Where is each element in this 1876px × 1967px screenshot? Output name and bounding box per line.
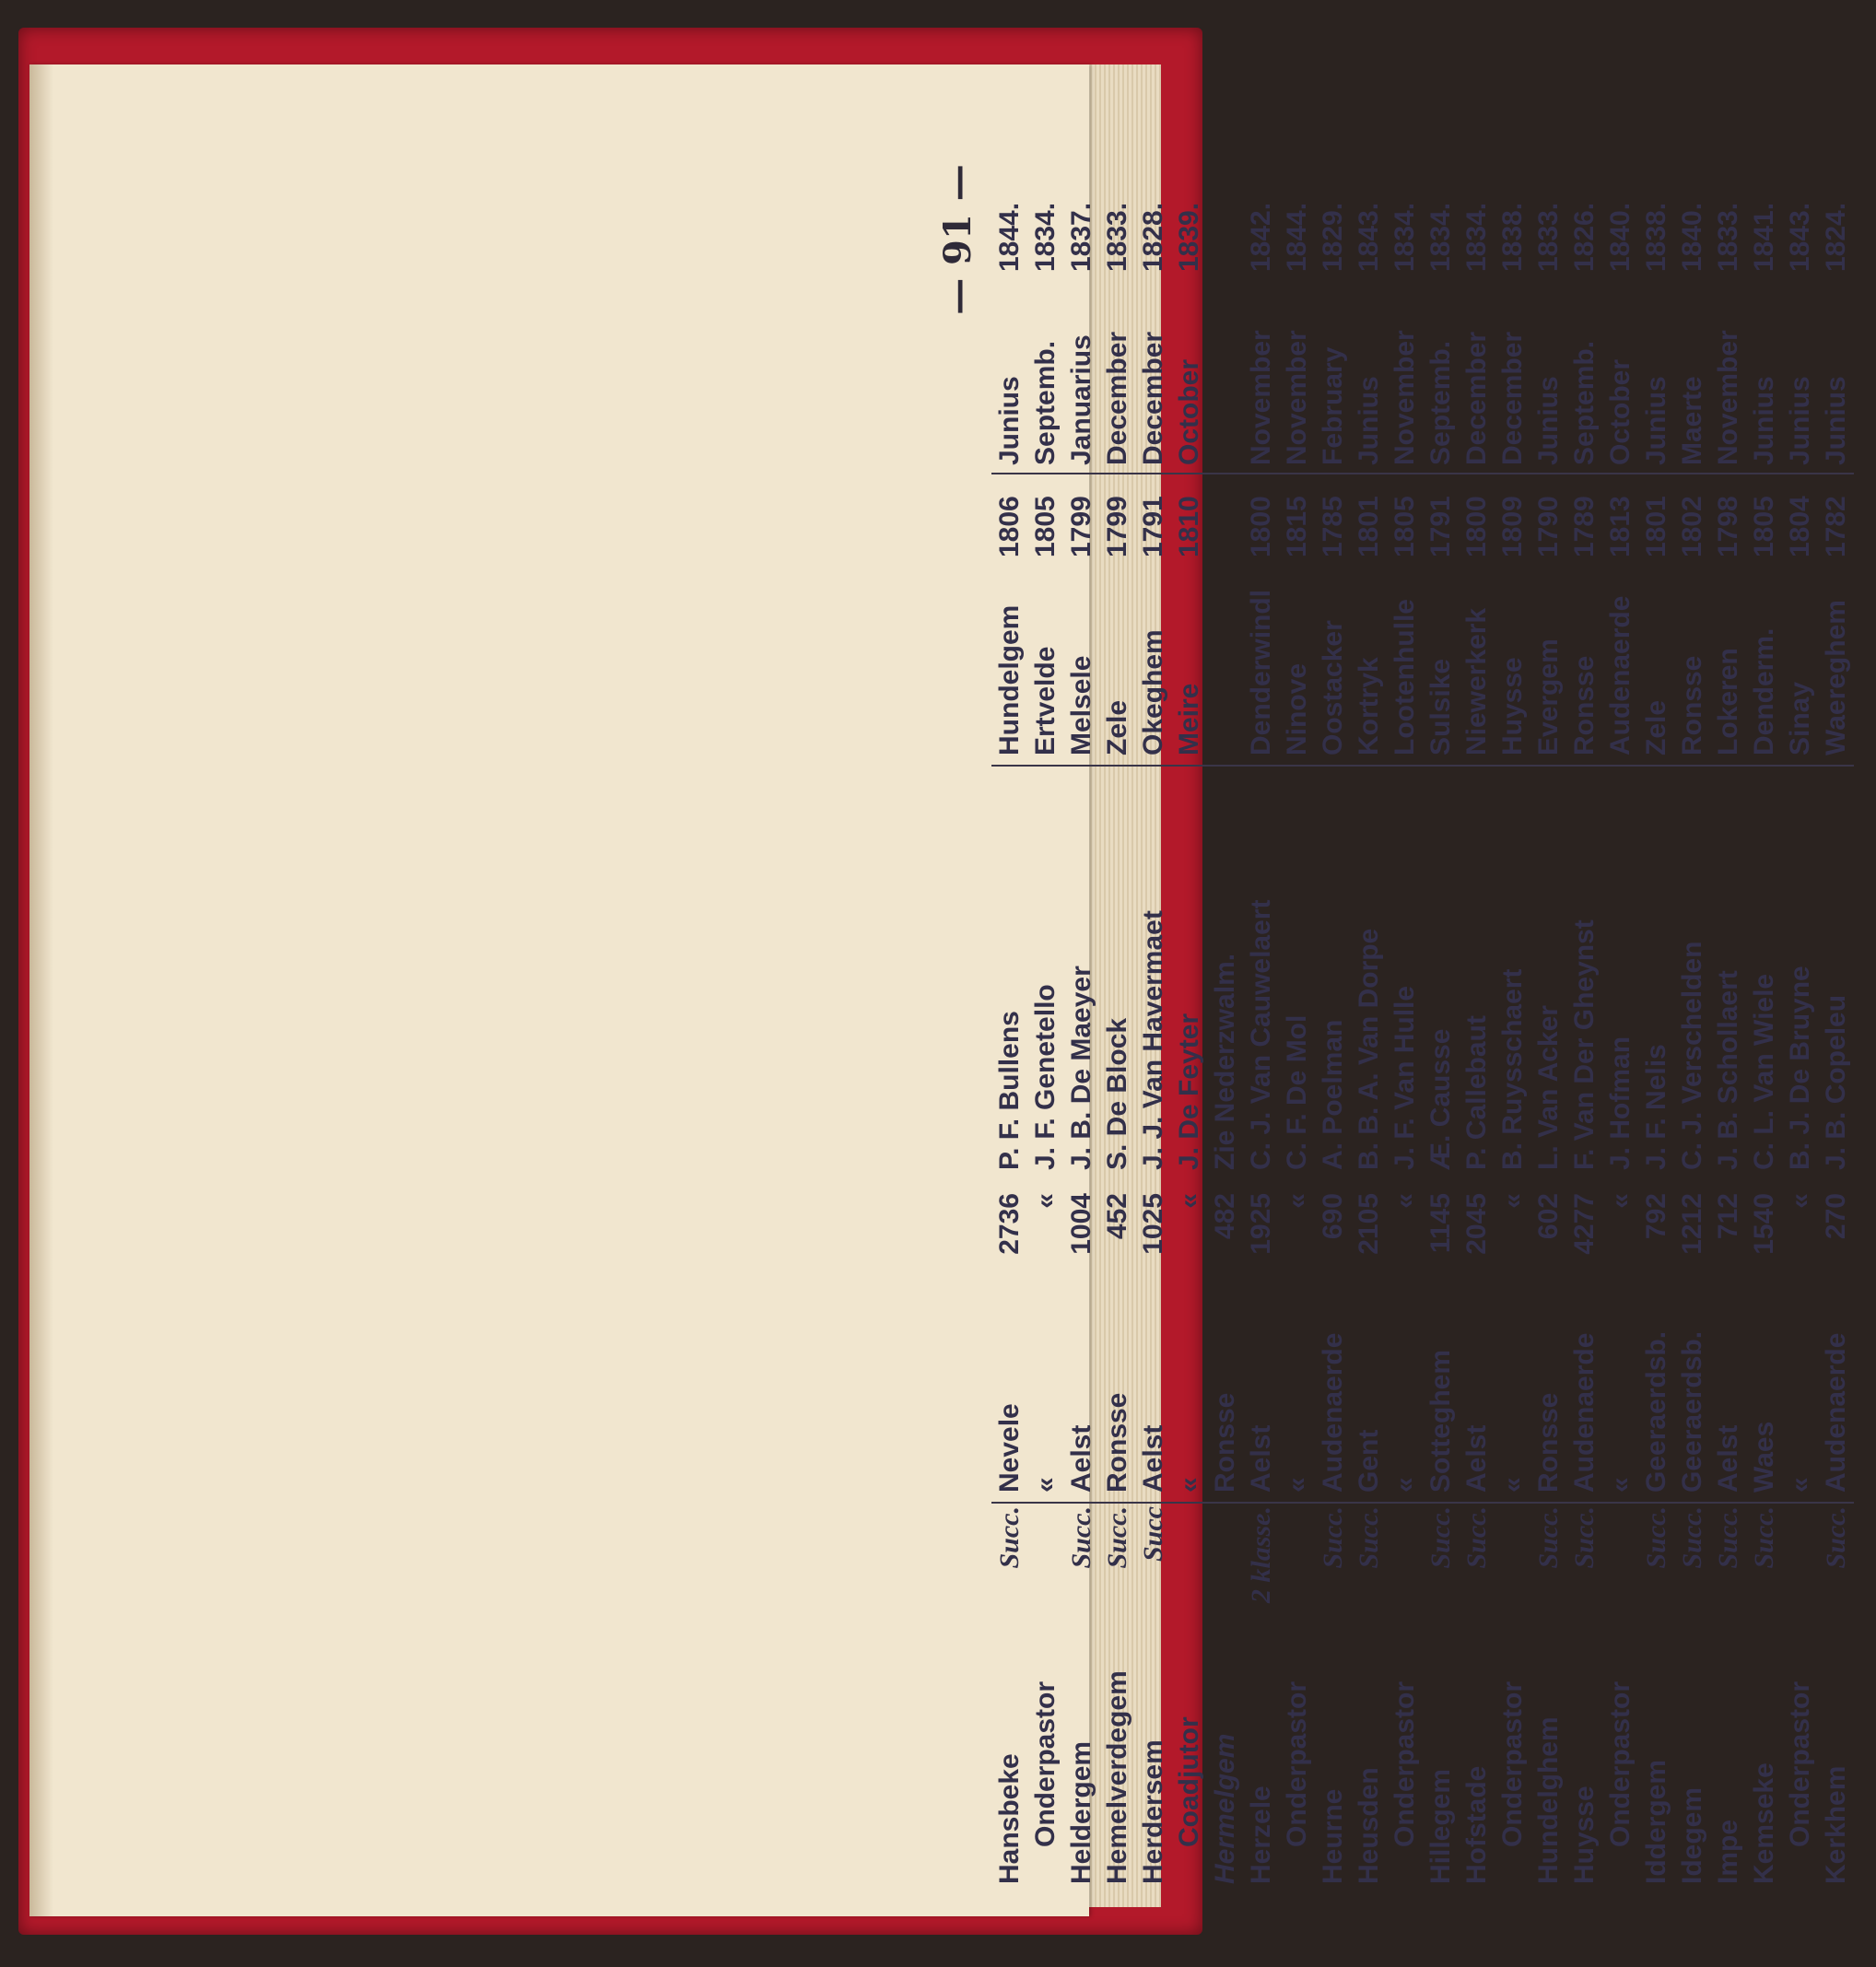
cell-month: December (1497, 331, 1528, 465)
cell-pastor: J. B. Schollaert (1713, 970, 1743, 1170)
cell-pop: 602 (1533, 1193, 1564, 1240)
cell-birth-year: 1789 (1569, 496, 1600, 557)
cell-place: Impe (1713, 1819, 1743, 1884)
cell-city: Audenaerde (1569, 1332, 1600, 1493)
table-row (1710, 161, 1746, 1884)
cell-pastor: C. J. Van Cauwelaert (1246, 899, 1276, 1170)
cell-birth-year: 1800 (1461, 496, 1492, 557)
cell-year: 1837. (1066, 202, 1096, 272)
cell-pastor: A. Poelman (1318, 1019, 1348, 1170)
cell-pastor: B. Ruysschaert (1497, 968, 1528, 1170)
table-row (1243, 161, 1279, 1884)
cell-birthplace: Zele (1102, 699, 1132, 755)
cell-pop: « (1174, 1193, 1204, 1209)
cell-month: Junius (1749, 376, 1779, 465)
table-row (1207, 161, 1243, 1884)
cell-pop: « (1605, 1193, 1636, 1209)
cell-birthplace: Huysse (1497, 657, 1528, 755)
cell-place: Hansbeke (994, 1753, 1025, 1884)
cell-month: Junius (1821, 376, 1851, 465)
cell-rank: 2 klasse. (1246, 1506, 1276, 1603)
table-row (1638, 161, 1674, 1884)
cell-birthplace: Denderm. (1749, 627, 1779, 755)
cell-birth-year: 1804 (1785, 496, 1815, 557)
cell-birthplace: Lootenhulle (1389, 599, 1420, 755)
cell-place: Herzele (1246, 1786, 1276, 1884)
cell-city: Ronsse (1210, 1392, 1240, 1493)
cell-birthplace: Melsele (1066, 655, 1096, 755)
cell-birthplace: Kortryk (1354, 657, 1384, 755)
cell-pastor: J. F. Van Hulle (1389, 985, 1420, 1170)
cell-birth-year: 1805 (1389, 496, 1420, 557)
cell-city: Aelst (1246, 1424, 1276, 1493)
table-row (1782, 161, 1818, 1884)
table-row (1566, 161, 1602, 1884)
cell-pop: « (1389, 1193, 1420, 1209)
cell-birth-year: 1806 (994, 496, 1025, 557)
cell-year: 1833. (1533, 202, 1564, 272)
table-row (1027, 161, 1063, 1884)
cell-pop: « (1282, 1193, 1312, 1209)
cell-birth-year: 1809 (1497, 496, 1528, 557)
cell-place: Iddergem (1641, 1759, 1671, 1884)
cell-month: November (1246, 330, 1276, 465)
cell-month: February (1318, 346, 1348, 465)
cell-rank: Succ. (1821, 1506, 1851, 1569)
table-row (1099, 161, 1135, 1884)
cell-rank: Succ. (1677, 1506, 1707, 1569)
cell-pop: « (1497, 1193, 1528, 1209)
cell-pastor: J. F. Nelis (1641, 1044, 1671, 1170)
cell-month: Septemb. (1030, 340, 1061, 465)
cell-pop: 1145 (1425, 1193, 1456, 1254)
cell-month: December (1138, 331, 1168, 465)
cell-place: Kemseke (1749, 1762, 1779, 1884)
cell-pastor: J. Hofman (1605, 1036, 1636, 1170)
cell-birth-year: 1791 (1425, 496, 1456, 557)
table-row (1530, 161, 1566, 1884)
table-row (1351, 161, 1387, 1884)
cell-month: Junius (1785, 376, 1815, 465)
cell-month: October (1605, 358, 1636, 465)
cell-pop: 1925 (1246, 1193, 1276, 1255)
cell-city: Geeraerdsb. (1641, 1330, 1671, 1493)
cell-birthplace: Okeghem (1138, 629, 1168, 755)
cell-rank: Succ. (1713, 1506, 1743, 1569)
cell-month: Junius (994, 376, 1025, 465)
cell-year: 1833. (1713, 202, 1743, 272)
cell-birth-year: 1785 (1318, 496, 1348, 557)
cell-city: « (1030, 1477, 1061, 1493)
cell-pop: 1540 (1749, 1193, 1779, 1255)
cell-birth-year: 1813 (1605, 496, 1636, 557)
cell-pop: 2045 (1461, 1193, 1492, 1255)
cell-pop: 270 (1821, 1193, 1851, 1240)
page-gutter (29, 64, 53, 1916)
cell-birthplace: Oostacker (1318, 620, 1348, 755)
cell-place: Onderpastor (1785, 1680, 1815, 1847)
cell-pop: 4277 (1569, 1193, 1600, 1255)
cell-pastor: J. F. Genetello (1030, 984, 1061, 1170)
cell-month: Septemb. (1569, 340, 1600, 465)
cell-city: Sotteghem (1425, 1349, 1456, 1493)
cell-year: 1840. (1605, 202, 1636, 272)
cell-city: « (1389, 1477, 1420, 1493)
table-row (1746, 161, 1782, 1884)
cell-birth-year: 1799 (1102, 496, 1132, 557)
book-page (29, 64, 1089, 1916)
cell-city: Geeraerdsb. (1677, 1330, 1707, 1493)
cell-month: Junius (1641, 376, 1671, 465)
cell-city: Ronsse (1102, 1392, 1132, 1493)
cell-pastor: L. Van Acker (1533, 1005, 1564, 1170)
cell-city: Ronsse (1533, 1392, 1564, 1493)
cell-place: Onderpastor (1605, 1680, 1636, 1847)
cell-rank: Succ. (1318, 1506, 1348, 1569)
cell-birthplace: Ninove (1282, 662, 1312, 755)
cell-pop: « (1785, 1193, 1815, 1209)
page-number: — 91 — (936, 164, 979, 315)
cell-pastor: J. B. Copeleu (1821, 994, 1851, 1170)
cell-place: Herdersem (1138, 1739, 1168, 1884)
cell-pastor: C. J. Verschelden (1677, 941, 1707, 1170)
cell-year: 1838. (1497, 202, 1528, 272)
cell-year: 1838. (1641, 202, 1671, 272)
cell-place: Hofstade (1461, 1765, 1492, 1884)
cell-pop: 690 (1318, 1193, 1348, 1240)
cell-year: 1829. (1318, 202, 1348, 272)
table-row (1063, 161, 1099, 1884)
cell-birth-year: 1802 (1677, 496, 1707, 557)
cell-place: Coadjutor (1174, 1716, 1204, 1847)
table-row (1495, 161, 1530, 1884)
cell-city: « (1174, 1477, 1204, 1493)
cell-month: November (1713, 330, 1743, 465)
cell-rank: Succ. (1641, 1506, 1671, 1569)
cell-birth-year: 1815 (1282, 496, 1312, 557)
table-row (1315, 161, 1351, 1884)
cell-year: 1826. (1569, 202, 1600, 272)
cell-pastor: C. L. Van Wiele (1749, 973, 1779, 1170)
cell-pastor: B. J. De Bruyne (1785, 966, 1815, 1170)
cell-city: Audenaerde (1821, 1332, 1851, 1493)
cell-year: 1834. (1425, 202, 1456, 272)
column-divider (991, 1502, 1854, 1504)
cell-place: Onderpastor (1497, 1680, 1528, 1847)
cell-pop: 1025 (1138, 1193, 1168, 1255)
cell-month: November (1389, 330, 1420, 465)
cell-month: Junius (1354, 376, 1384, 465)
cell-pastor: J. De Feyter (1174, 1013, 1204, 1170)
cell-pop: 482 (1210, 1193, 1240, 1240)
cell-place: Hillegem (1425, 1768, 1456, 1884)
column-divider (991, 473, 1854, 474)
table-row (1387, 161, 1423, 1884)
cell-birthplace: Meire (1174, 683, 1204, 755)
cell-birth-year: 1801 (1641, 496, 1671, 557)
cell-birthplace: Ertvelde (1030, 646, 1061, 755)
cell-rank: Succ (1138, 1506, 1168, 1562)
cell-rank: Succ. (1425, 1506, 1456, 1569)
cell-pastor: Æ. Causse (1425, 1028, 1456, 1170)
cell-city: Aelst (1461, 1424, 1492, 1493)
cell-city: Aelst (1138, 1424, 1168, 1493)
cell-month: Junius (1533, 376, 1564, 465)
cell-place: Heusden (1354, 1767, 1384, 1884)
cell-year: 1840. (1677, 202, 1707, 272)
cell-city: Nevele (994, 1403, 1025, 1493)
cell-rank: Succ. (1533, 1506, 1564, 1569)
cell-year: 1843. (1785, 202, 1815, 272)
cell-pastor: P. Callebaut (1461, 1015, 1492, 1170)
cell-year: 1834. (1389, 202, 1420, 272)
cell-birth-year: 1791 (1138, 496, 1168, 557)
cell-place: Kerkhem (1821, 1765, 1851, 1884)
cell-city: « (1497, 1477, 1528, 1493)
cell-pastor: C. F. De Mol (1282, 1014, 1312, 1170)
cell-birthplace: Niewerkerk (1461, 607, 1492, 755)
cell-birthplace: Ronsse (1569, 655, 1600, 755)
cell-year: 1843. (1354, 202, 1384, 272)
cell-year: 1844. (1282, 202, 1312, 272)
table-row (1602, 161, 1638, 1884)
cell-month: Maerte (1677, 376, 1707, 465)
cell-place: Huysse (1569, 1786, 1600, 1884)
cell-year: 1839. (1174, 202, 1204, 272)
cell-month: Januarius (1066, 334, 1096, 465)
cell-city: Gent (1354, 1429, 1384, 1493)
cell-pop: 2736 (994, 1193, 1025, 1255)
cell-year: 1824. (1821, 202, 1851, 272)
cell-birthplace: Ronsse (1677, 655, 1707, 755)
cell-year: 1834. (1461, 202, 1492, 272)
cell-birth-year: 1798 (1713, 496, 1743, 557)
cell-pop: « (1030, 1193, 1061, 1209)
cell-rank: Succ. (994, 1506, 1025, 1569)
cell-pop: 2105 (1354, 1193, 1384, 1255)
cell-place: Onderpastor (1030, 1680, 1061, 1847)
table-row (1818, 161, 1854, 1884)
table-body (991, 161, 1854, 1884)
cell-birthplace: Denderwindl (1246, 589, 1276, 755)
cell-place: Idegem (1677, 1786, 1707, 1884)
cell-rank: Succ. (1354, 1506, 1384, 1569)
cell-pastor: S. De Block (1102, 1017, 1132, 1170)
table-row (1135, 161, 1171, 1884)
cell-birthplace: Audenaerde (1605, 595, 1636, 755)
cell-month: November (1282, 330, 1312, 465)
cell-pastor: J. J. Van Havermaet (1138, 910, 1168, 1170)
cell-month: Septemb. (1425, 340, 1456, 465)
cell-year: 1833. (1102, 202, 1132, 272)
cell-birthplace: Lokeren (1713, 648, 1743, 755)
cell-place: Hermelgem (1210, 1733, 1240, 1884)
rotated-table (936, 161, 1876, 1884)
cell-birth-year: 1805 (1030, 496, 1061, 557)
cell-birth-year: 1782 (1821, 496, 1851, 557)
cell-birth-year: 1790 (1533, 496, 1564, 557)
cell-month: December (1102, 331, 1132, 465)
cell-place: Onderpastor (1282, 1680, 1312, 1847)
cell-year: 1844. (994, 202, 1025, 272)
table-row (1459, 161, 1495, 1884)
cell-month: October (1174, 358, 1204, 465)
cell-birthplace: Zele (1641, 699, 1671, 755)
cell-pastor: Zie Nederzwalm. (1210, 953, 1240, 1170)
table-row (1674, 161, 1710, 1884)
cell-birthplace: Hundelgem (994, 604, 1025, 755)
cell-pop: 1212 (1677, 1193, 1707, 1255)
cell-rank: Succ. (1569, 1506, 1600, 1569)
cell-city: « (1785, 1477, 1815, 1493)
cell-place: Hundelghem (1533, 1716, 1564, 1884)
cell-city: Aelst (1066, 1424, 1096, 1493)
cell-rank: Succ. (1102, 1506, 1132, 1569)
cell-birthplace: Waereghem (1821, 600, 1851, 755)
cell-pastor: P. F. Bullens (994, 1011, 1025, 1170)
cell-year: 1828. (1138, 202, 1168, 272)
cell-birth-year: 1810 (1174, 496, 1204, 557)
cell-place: Heurne (1318, 1788, 1348, 1884)
cell-year: 1842. (1246, 202, 1276, 272)
cell-place: Heldergem (1066, 1740, 1096, 1884)
cell-birth-year: 1799 (1066, 496, 1096, 557)
cell-pop: 452 (1102, 1193, 1132, 1240)
table-row (1279, 161, 1315, 1884)
cell-pastor: B. B. A. Van Dorpe (1354, 928, 1384, 1170)
table-row (1423, 161, 1459, 1884)
cell-city: « (1282, 1477, 1312, 1493)
cell-place: Hemelverdegem (1102, 1670, 1132, 1884)
table-row (1171, 161, 1207, 1884)
cell-pop: 712 (1713, 1193, 1743, 1240)
cell-birthplace: Evergem (1533, 638, 1564, 755)
cell-city: « (1605, 1477, 1636, 1493)
cell-place: Onderpastor (1389, 1680, 1420, 1847)
cell-rank: Succ. (1749, 1506, 1779, 1569)
cell-rank: Succ. (1461, 1506, 1492, 1569)
cell-city: Aelst (1713, 1424, 1743, 1493)
cell-year: 1834. (1030, 202, 1061, 272)
cell-rank: Succ. (1066, 1506, 1096, 1569)
cell-birth-year: 1800 (1246, 496, 1276, 557)
cell-month: December (1461, 331, 1492, 465)
cell-birthplace: Sulsike (1425, 658, 1456, 755)
cell-pop: 1004 (1066, 1193, 1096, 1255)
cell-birthplace: Sinay (1785, 681, 1815, 755)
cell-city: Waes (1749, 1421, 1779, 1493)
cell-birth-year: 1805 (1749, 496, 1779, 557)
cell-birth-year: 1801 (1354, 496, 1384, 557)
cell-pastor: F. Van Der Gheynst (1569, 919, 1600, 1170)
table-row (991, 161, 1027, 1884)
column-divider (991, 765, 1854, 767)
cell-year: 1841. (1749, 202, 1779, 272)
cell-pastor: J. B. De Maeyer (1066, 966, 1096, 1170)
cell-city: Audenaerde (1318, 1332, 1348, 1493)
cell-pop: 792 (1641, 1193, 1671, 1240)
